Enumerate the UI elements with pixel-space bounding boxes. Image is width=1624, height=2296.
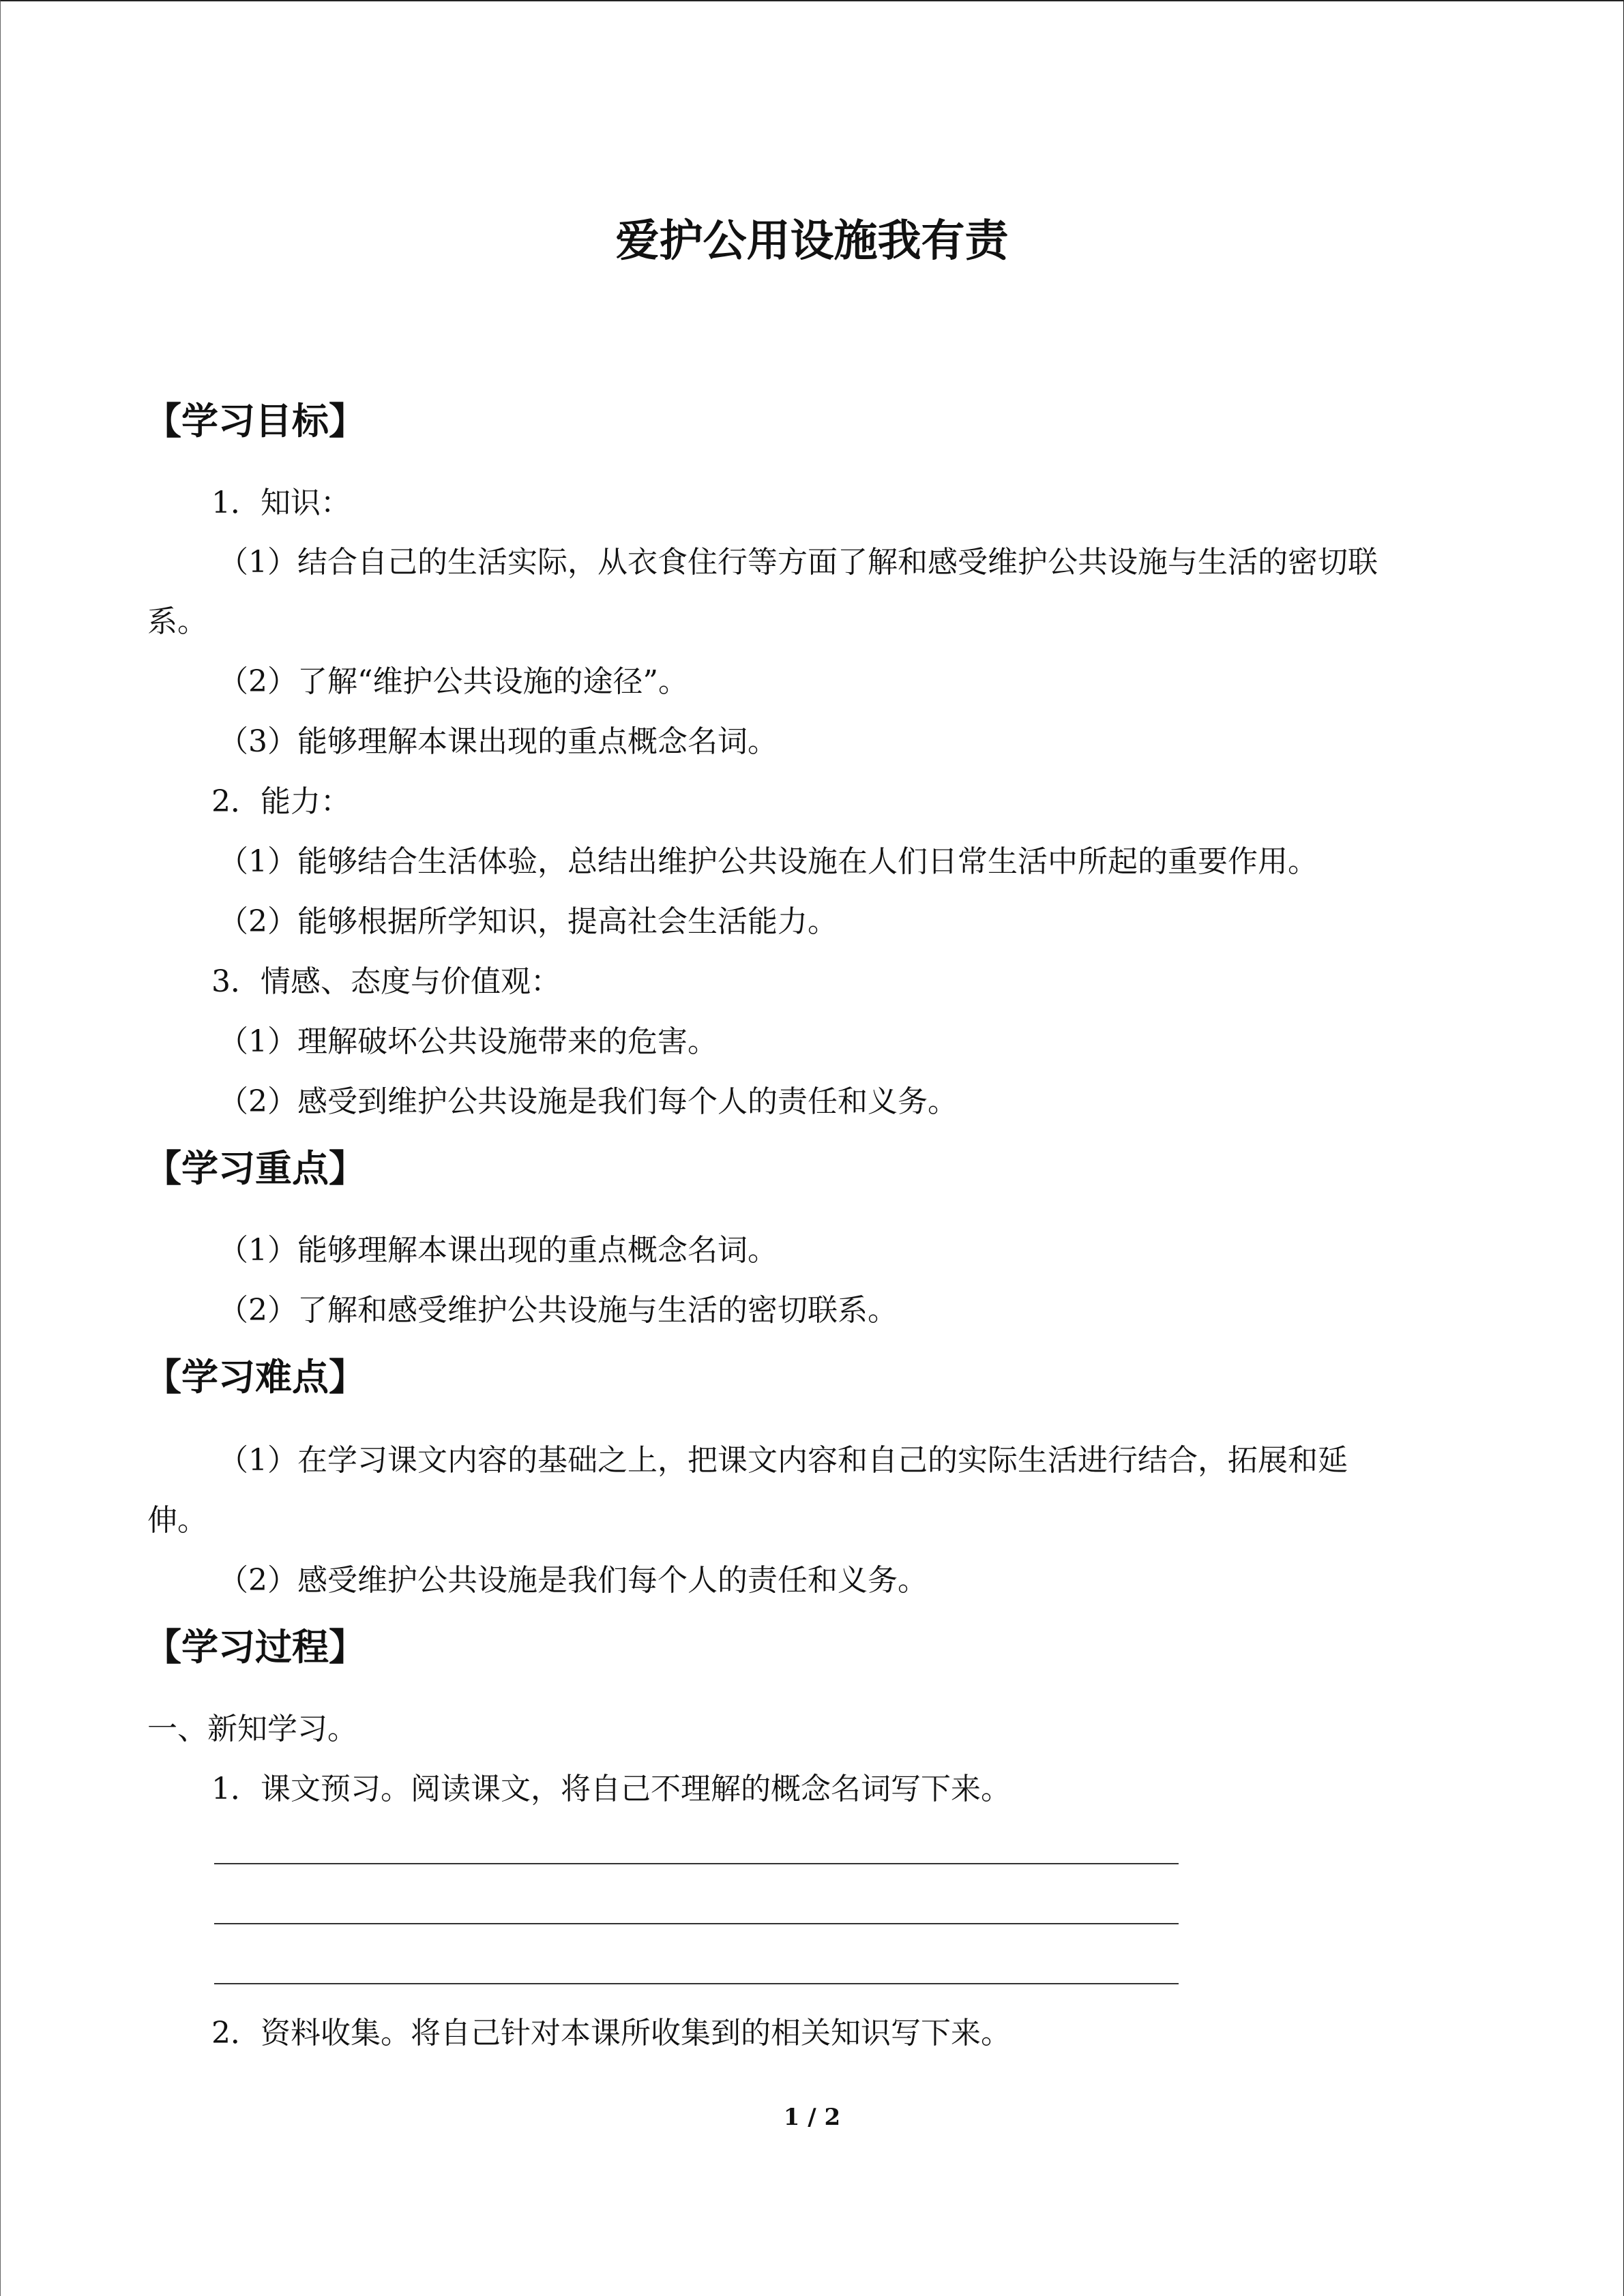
answer-line-2[interactable] <box>214 1923 1179 1924</box>
task-preview: 1．课文预习。阅读课文，将自己不理解的概念名词写下来。 <box>211 1772 1011 1806</box>
difficulty-1-cont: 伸。 <box>147 1503 207 1538</box>
ability-item-2: （2）能够根据所学知识，提高社会生活能力。 <box>218 904 838 939</box>
heading-learning-process: 【学习过程】 <box>145 1626 366 1669</box>
document-title: 爱护公用设施我有责 <box>615 216 1009 267</box>
knowledge-item-1-cont: 系。 <box>147 604 207 639</box>
task-collect: 2．资料收集。将自己针对本课所收集到的相关知识写下来。 <box>211 2016 1011 2051</box>
knowledge-item-3: （3）能够理解本课出现的重点概念名词。 <box>218 724 778 759</box>
key-point-1: （1）能够理解本课出现的重点概念名词。 <box>218 1233 778 1268</box>
page-number: 1 / 2 <box>783 2104 841 2131</box>
key-point-2: （2）了解和感受维护公共设施与生活的密切联系。 <box>218 1293 898 1328</box>
knowledge-label: 1．知识： <box>211 486 351 520</box>
answer-line-3[interactable] <box>214 1983 1179 1984</box>
attitude-item-2: （2）感受到维护公共设施是我们每个人的责任和义务。 <box>218 1084 958 1119</box>
heading-difficulties: 【学习难点】 <box>145 1356 366 1399</box>
knowledge-item-2: （2）了解“维护公共设施的途径”。 <box>218 664 688 699</box>
difficulty-1: （1）在学习课文内容的基础之上，把课文内容和自己的实际生活进行结合，拓展和延 <box>218 1443 1348 1478</box>
part-new-knowledge: 一、新知学习。 <box>147 1712 357 1746</box>
ability-item-1: （1）能够结合生活体验，总结出维护公共设施在人们日常生活中所起的重要作用。 <box>218 844 1318 879</box>
heading-learning-goals: 【学习目标】 <box>145 400 366 443</box>
attitude-item-1: （1）理解破坏公共设施带来的危害。 <box>218 1024 718 1059</box>
difficulty-2: （2）感受维护公共设施是我们每个人的责任和义务。 <box>218 1563 928 1598</box>
answer-line-1[interactable] <box>214 1863 1179 1864</box>
ability-label: 2．能力： <box>211 784 351 819</box>
heading-key-points: 【学习重点】 <box>145 1147 366 1190</box>
attitude-label: 3．情感、态度与价值观： <box>211 964 561 999</box>
knowledge-item-1: （1）结合自己的生活实际，从衣食住行等方面了解和感受维护公共设施与生活的密切联 <box>218 545 1378 580</box>
